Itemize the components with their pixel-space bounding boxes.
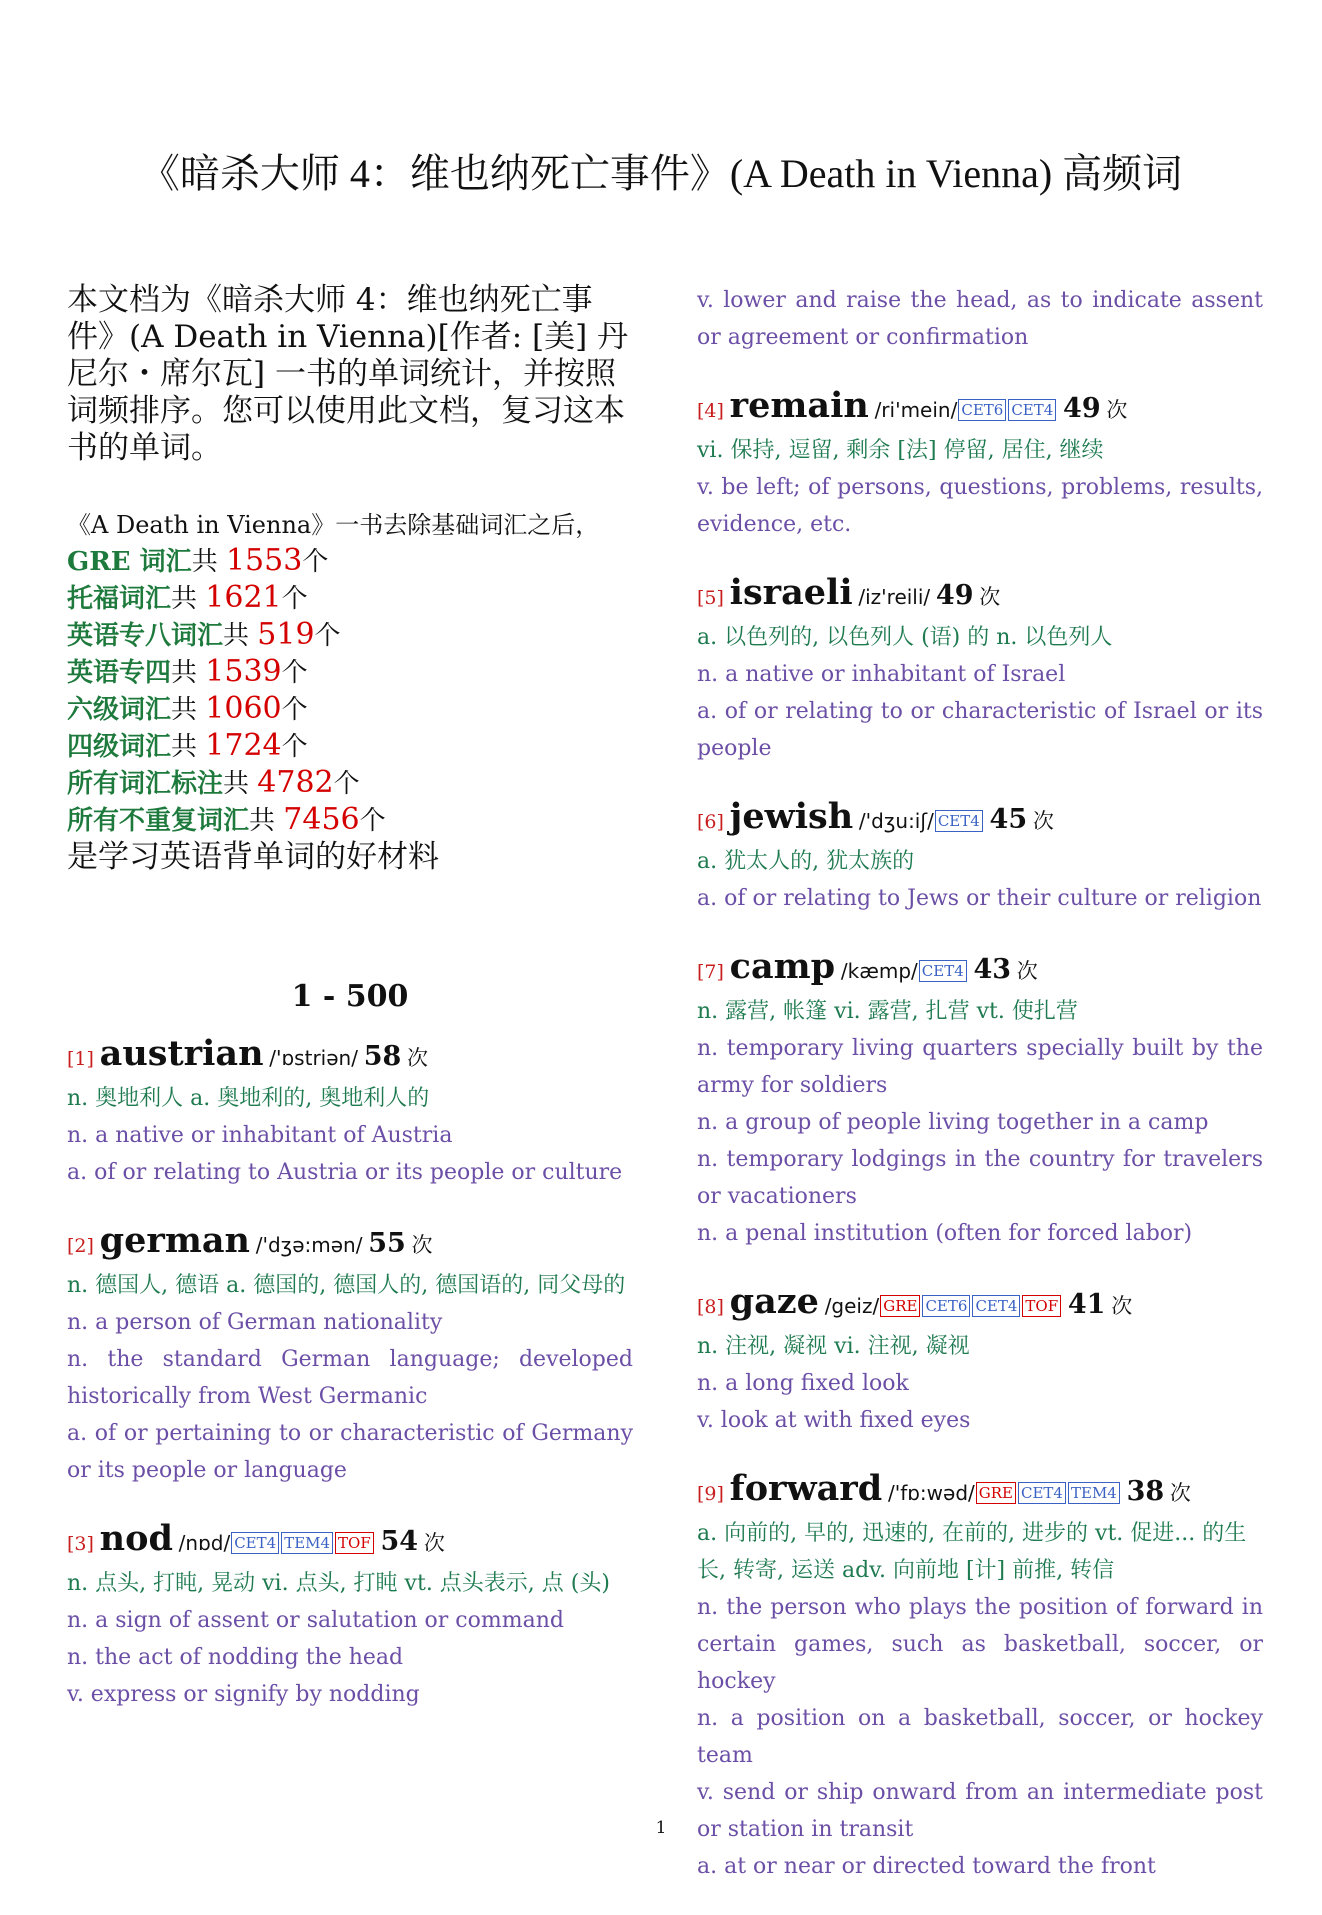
chinese-gloss: n. 注视, 凝视 vi. 注视, 凝视 xyxy=(697,1334,970,1359)
exam-tag: TEM4 xyxy=(1068,1482,1120,1504)
chinese-gloss: n. 德国人, 德语 a. 德国的, 德国人的, 德国语的, 同父母的 xyxy=(67,1273,626,1298)
chinese-gloss: a. 犹太人的, 犹太族的 xyxy=(697,849,915,874)
word-entry xyxy=(697,947,1263,1252)
definition-line: n. a person of German nationality xyxy=(67,1310,443,1335)
summary-mid: 共 xyxy=(171,695,206,725)
summary-unit: 个 xyxy=(281,695,308,725)
definition-line: n. the standard German language; developed historically from West Germanic xyxy=(67,1347,633,1409)
definition-line: a. of or relating to Jews or their culture or religion xyxy=(697,886,1262,911)
definition-line: n. the person who plays the position of forward in certain games, such as basketball, soccer, or hockey xyxy=(697,1595,1263,1694)
entry-index: [7] xyxy=(697,961,724,983)
intro-paragraph: 本文档为《暗杀大师 4：维也纳死亡事件》(A Death in Vienna)[作者: [美] 丹尼尔・席尔瓦] 一书的单词统计，并按照词频排序。您可以使用此文档，复习这本书的单词。 xyxy=(67,282,629,466)
pronunciation: /'dʒu:iʃ/ xyxy=(858,809,934,833)
summary-unit: 个 xyxy=(333,769,360,799)
summary-count: 1724 xyxy=(205,728,282,763)
definition-line: a. of or relating to or characteristic of Israel or its people xyxy=(697,699,1263,761)
summary-row xyxy=(67,765,633,802)
definition-line: n. a long fixed look xyxy=(697,1371,909,1396)
frequency-count: 58 xyxy=(363,1041,402,1072)
exam-tag: CET4 xyxy=(1008,399,1056,421)
times-label: 次 xyxy=(1169,1481,1191,1505)
entry-index: [1] xyxy=(67,1048,94,1070)
entry-index: [2] xyxy=(67,1235,94,1257)
exam-tag: CET4 xyxy=(972,1295,1020,1317)
frequency-count: 55 xyxy=(368,1228,406,1259)
vocab-summary xyxy=(67,507,633,875)
summary-lead: 《A Death in Vienna》一书去除基础词汇之后， xyxy=(67,511,600,539)
exam-tag: GRE xyxy=(880,1295,920,1317)
definition-line: v. be left; of persons, questions, problems, results, evidence, etc. xyxy=(697,475,1263,537)
right-column xyxy=(697,282,1263,1915)
definition-line: n. the act of nodding the head xyxy=(67,1645,404,1670)
summary-row xyxy=(67,802,633,839)
summary-mid: 共 xyxy=(223,621,258,651)
definition-line: n. a position on a basketball, soccer, or hockey team xyxy=(697,1706,1263,1768)
summary-label: 所有不重复词汇 xyxy=(67,806,250,836)
summary-row xyxy=(67,691,633,728)
headword: forward xyxy=(729,1468,883,1509)
times-label: 次 xyxy=(423,1531,445,1555)
word-entry xyxy=(67,1221,633,1489)
chinese-gloss: a. 向前的, 早的, 迅速的, 在前的, 进步的 vt. 促进... 的生长, 转寄, 运送 adv. 向前地 [计] 前推, 转信 xyxy=(697,1521,1247,1583)
summary-label: 英语专四 xyxy=(67,658,172,688)
summary-unit: 个 xyxy=(359,806,386,836)
definition-line: n. temporary lodgings in the country for travelers or vacationers xyxy=(697,1147,1263,1209)
entry-head xyxy=(697,947,1263,993)
summary-row xyxy=(67,728,633,765)
times-label: 次 xyxy=(1032,809,1054,833)
word-entry xyxy=(67,1519,633,1713)
definition-line: n. a native or inhabitant of Austria xyxy=(67,1123,453,1148)
times-label: 次 xyxy=(1111,1294,1133,1318)
entry-index: [8] xyxy=(697,1296,724,1318)
exam-tag: CET4 xyxy=(1018,1482,1066,1504)
summary-row xyxy=(67,617,633,654)
chinese-gloss: n. 点头, 打盹, 晃动 vi. 点头, 打盹 vt. 点头表示, 点 (头) xyxy=(67,1571,610,1596)
exam-tag: TOF xyxy=(335,1532,374,1554)
continued-entry xyxy=(697,282,1263,356)
exam-tag: CET4 xyxy=(919,960,967,982)
summary-unit: 个 xyxy=(281,732,308,762)
frequency-count: 49 xyxy=(935,580,974,611)
summary-label: 所有词汇标注 xyxy=(67,769,224,799)
summary-mid: 共 xyxy=(171,658,206,688)
entry-index: [4] xyxy=(697,400,724,422)
definition-line: n. temporary living quarters specially built by the army for soldiers xyxy=(697,1036,1263,1098)
times-label: 次 xyxy=(407,1046,428,1070)
definition-line: a. at or near or directed toward the front xyxy=(697,1854,1156,1879)
chinese-gloss: vi. 保持, 逗留, 剩余 [法] 停留, 居住, 继续 xyxy=(697,438,1104,463)
pronunciation: /iz'reili/ xyxy=(858,585,931,609)
exam-tag: TOF xyxy=(1022,1295,1061,1317)
summary-row xyxy=(67,580,633,617)
page-title: 《暗杀大师 4：维也纳死亡事件》(A Death in Vienna) 高频词 xyxy=(139,151,1183,196)
definition-line: n. a native or inhabitant of Israel xyxy=(697,662,1066,687)
word-entry xyxy=(697,573,1263,767)
summary-count: 4782 xyxy=(257,765,334,800)
times-label: 次 xyxy=(1106,398,1128,422)
summary-label: 托福词汇 xyxy=(67,584,172,614)
pronunciation: /'ɒstriən/ xyxy=(269,1046,358,1070)
chinese-gloss: a. 以色列的, 以色列人 (语) 的 n. 以色列人 xyxy=(697,625,1113,650)
entry-index: [5] xyxy=(697,587,724,609)
headword: austrian xyxy=(99,1033,264,1074)
summary-count: 1539 xyxy=(205,654,282,689)
definition-line: a. of or pertaining to or characteristic of Germany or its people or language xyxy=(67,1421,633,1483)
definition-line: v. express or signify by nodding xyxy=(67,1682,420,1707)
frequency-count: 41 xyxy=(1067,1289,1106,1320)
word-entry xyxy=(697,1282,1263,1439)
summary-mid: 共 xyxy=(223,769,258,799)
summary-row xyxy=(67,543,633,580)
headword: remain xyxy=(729,385,869,426)
page-number: 1 xyxy=(655,1818,667,1838)
headword: gaze xyxy=(729,1281,819,1322)
headword: camp xyxy=(729,946,836,987)
pronunciation: /'fɒ:wəd/ xyxy=(887,1481,975,1505)
headword: nod xyxy=(99,1518,173,1559)
entry-head xyxy=(697,1469,1263,1515)
range-heading: 1 - 500 xyxy=(291,979,409,1014)
frequency-count: 49 xyxy=(1063,393,1101,424)
pronunciation: /kæmp/ xyxy=(840,959,918,983)
pronunciation: /'dʒə:mən/ xyxy=(255,1233,363,1257)
entry-head xyxy=(697,386,1263,432)
headword: jewish xyxy=(729,796,854,837)
frequency-count: 45 xyxy=(989,804,1028,835)
exam-tag: GRE xyxy=(976,1482,1016,1504)
frequency-count: 38 xyxy=(1126,1476,1165,1507)
summary-count: 1060 xyxy=(205,691,282,726)
entry-index: [3] xyxy=(67,1533,94,1555)
summary-tail: 是学习英语背单词的好材料 xyxy=(67,839,439,875)
pronunciation: /nɒd/ xyxy=(178,1531,231,1555)
summary-unit: 个 xyxy=(314,621,341,651)
frequency-count: 43 xyxy=(973,954,1012,985)
summary-unit: 个 xyxy=(302,547,329,577)
summary-count: 519 xyxy=(257,617,315,652)
summary-count: 7456 xyxy=(283,802,360,837)
summary-row xyxy=(67,654,633,691)
exam-tag: CET4 xyxy=(231,1532,279,1554)
definition-line: n. a group of people living together in a camp xyxy=(697,1110,1209,1135)
definition-line: v. look at with fixed eyes xyxy=(697,1408,971,1433)
exam-tag: CET4 xyxy=(935,810,983,832)
summary-mid: 共 xyxy=(249,806,284,836)
definition-line: n. a penal institution (often for forced labor) xyxy=(697,1221,1193,1246)
frequency-count: 54 xyxy=(380,1526,419,1557)
summary-label: 六级词汇 xyxy=(67,695,172,725)
summary-mid: 共 xyxy=(171,584,206,614)
exam-tag: CET6 xyxy=(922,1295,970,1317)
summary-unit: 个 xyxy=(281,584,308,614)
exam-tag: TEM4 xyxy=(281,1532,333,1554)
entry-head xyxy=(697,797,1263,843)
summary-count: 1553 xyxy=(225,543,303,578)
left-entries xyxy=(67,1034,633,1713)
summary-mid: 共 xyxy=(191,547,226,577)
word-entry xyxy=(67,1034,633,1191)
definition-line: a. of or relating to Austria or its people or culture xyxy=(67,1160,623,1185)
pronunciation: /geiz/ xyxy=(824,1294,880,1318)
left-column xyxy=(67,282,633,1743)
times-label: 次 xyxy=(979,585,1001,609)
summary-label: 英语专八词汇 xyxy=(67,621,224,651)
entry-index: [6] xyxy=(697,811,724,833)
definition-line: v. lower and raise the head, as to indicate assent or agreement or confirmation xyxy=(697,288,1263,350)
pronunciation: /ri'mein/ xyxy=(874,398,958,422)
word-entry xyxy=(697,797,1263,917)
headword: german xyxy=(99,1220,250,1261)
times-label: 次 xyxy=(1016,959,1038,983)
times-label: 次 xyxy=(411,1233,433,1257)
entry-head xyxy=(67,1034,633,1080)
chinese-gloss: n. 奥地利人 a. 奥地利的, 奥地利人的 xyxy=(67,1086,430,1111)
entry-index: [9] xyxy=(697,1483,724,1505)
headword: israeli xyxy=(729,572,853,613)
summary-unit: 个 xyxy=(281,658,308,688)
summary-label: 四级词汇 xyxy=(67,732,172,762)
definition-line: v. send or ship onward from an intermediate post or station in transit xyxy=(697,1780,1263,1842)
summary-mid: 共 xyxy=(171,732,206,762)
exam-tag: CET6 xyxy=(958,399,1006,421)
entry-head xyxy=(67,1519,633,1565)
summary-count: 1621 xyxy=(205,580,282,615)
right-entries xyxy=(697,386,1263,1885)
word-entry xyxy=(697,386,1263,543)
definition-line: n. a sign of assent or salutation or command xyxy=(67,1608,564,1633)
summary-rows xyxy=(67,543,633,839)
summary-label: GRE 词汇 xyxy=(67,547,192,577)
entry-head xyxy=(697,573,1263,619)
chinese-gloss: n. 露营, 帐篷 vi. 露营, 扎营 vt. 使扎营 xyxy=(697,999,1078,1024)
entry-head xyxy=(697,1282,1263,1328)
entry-head xyxy=(67,1221,633,1267)
